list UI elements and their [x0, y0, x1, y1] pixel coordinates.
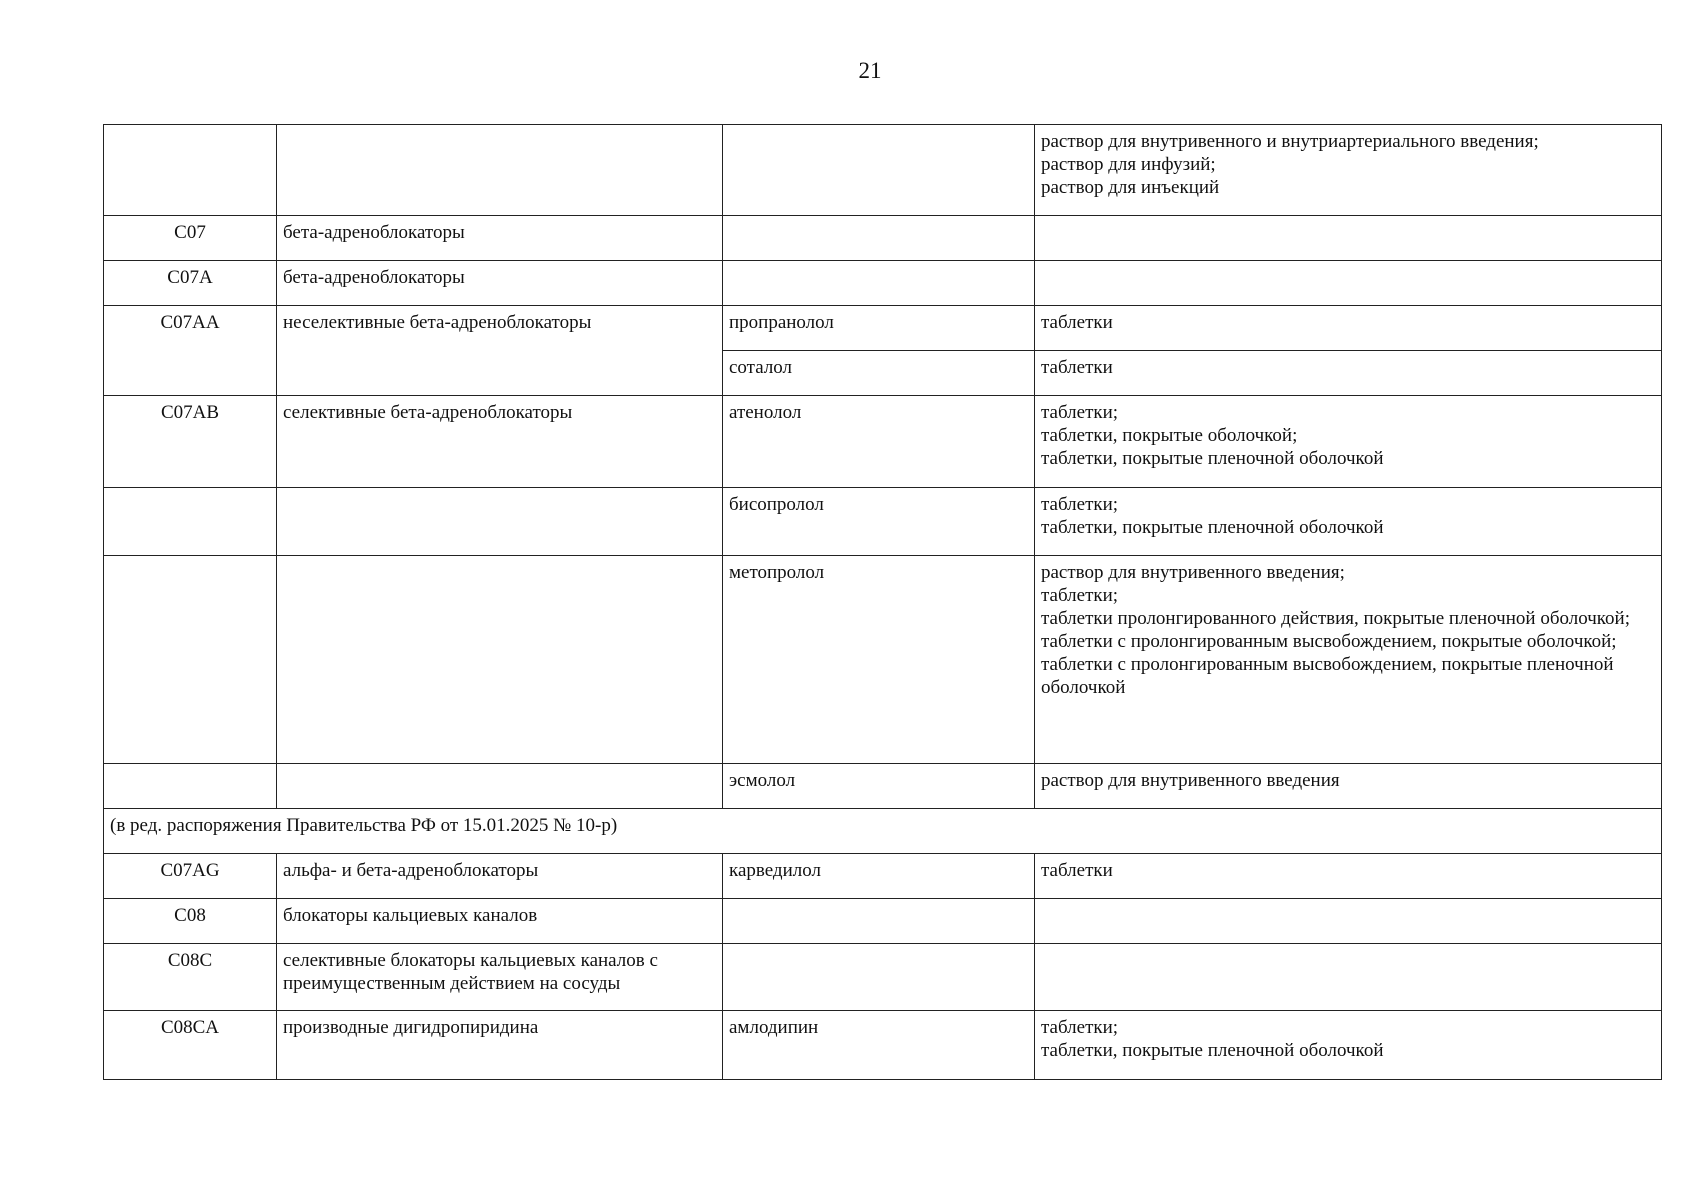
drug-name-cell: амлодипин: [723, 1011, 1035, 1080]
dosage-forms-cell: таблетки; таблетки, покрытые оболочкой; таблетки, покрытые пленочной оболочкой: [1035, 396, 1662, 488]
atc-code-cell: C08: [104, 899, 277, 944]
atc-code-cell: C07AG: [104, 854, 277, 899]
table-row: [104, 809, 1662, 854]
drug-name-cell: [723, 216, 1035, 261]
drug-name-cell: метопролол: [723, 556, 1035, 764]
drug-name-cell: атенолол: [723, 396, 1035, 488]
table-row: [104, 764, 1662, 809]
atc-code-cell: C07AA: [104, 306, 277, 396]
drug-name-cell: [723, 261, 1035, 306]
drug-name-cell: [723, 944, 1035, 1011]
dosage-forms-cell: таблетки; таблетки, покрытые пленочной оболочкой: [1035, 1011, 1662, 1080]
table-row: [104, 854, 1662, 899]
amendment-note: (в ред. распоряжения Правительства РФ от 15.01.2025 № 10-р): [104, 809, 1662, 854]
group-name-cell: неселективные бета-адреноблокаторы: [277, 306, 723, 396]
group-name-cell: производные дигидропиридина: [277, 1011, 723, 1080]
dosage-forms-cell: [1035, 216, 1662, 261]
group-name-cell: блокаторы кальциевых каналов: [277, 899, 723, 944]
group-name-cell: [277, 556, 723, 764]
group-name-cell: [277, 488, 723, 556]
group-name-cell: бета-адреноблокаторы: [277, 261, 723, 306]
atc-code-cell: C07: [104, 216, 277, 261]
dosage-forms-cell: [1035, 944, 1662, 1011]
table-row: [104, 556, 1662, 764]
drug-name-cell: карведилол: [723, 854, 1035, 899]
table-row: [104, 1011, 1662, 1080]
atc-code-cell: C07A: [104, 261, 277, 306]
table-row: [104, 488, 1662, 556]
group-name-cell: [277, 764, 723, 809]
dosage-forms-cell: таблетки: [1035, 351, 1662, 396]
dosage-forms-cell: раствор для внутривенного введения; таблетки; таблетки пролонгированного действия, покрытые пленочной оболочкой; таблетки с пролонгированным высвобождением, покрытые оболочкой; таблетки с пролонгированным высвобождением, покрытые пленочной оболочкой: [1035, 556, 1662, 764]
dosage-forms-cell: раствор для внутривенного и внутриартериального введения; раствор для инфузий; раствор для инъекций: [1035, 125, 1662, 216]
dosage-forms-cell: [1035, 899, 1662, 944]
page-number: 21: [858, 58, 882, 83]
dosage-forms-cell: таблетки: [1035, 854, 1662, 899]
table-row: [104, 125, 1662, 216]
atc-code-cell: [104, 556, 277, 764]
dosage-forms-cell: раствор для внутривенного введения: [1035, 764, 1662, 809]
drug-name-cell: [723, 899, 1035, 944]
dosage-forms-cell: таблетки: [1035, 306, 1662, 351]
dosage-forms-cell: [1035, 261, 1662, 306]
table-row: [104, 261, 1662, 306]
drug-name-cell: соталол: [723, 351, 1035, 396]
atc-code-cell: C08C: [104, 944, 277, 1011]
table-row: [104, 944, 1662, 1011]
atc-code-cell: [104, 764, 277, 809]
group-name-cell: [277, 125, 723, 216]
group-name-cell: бета-адреноблокаторы: [277, 216, 723, 261]
drug-name-cell: [723, 125, 1035, 216]
group-name-cell: альфа- и бета-адреноблокаторы: [277, 854, 723, 899]
atc-code-cell: [104, 488, 277, 556]
drug-name-cell: пропранолол: [723, 306, 1035, 351]
group-name-cell: селективные блокаторы кальциевых каналов с преимущественным действием на сосуды: [277, 944, 723, 1011]
drug-name-cell: бисопролол: [723, 488, 1035, 556]
table-row: [104, 899, 1662, 944]
table-row: [104, 216, 1662, 261]
group-name-cell: селективные бета-адреноблокаторы: [277, 396, 723, 488]
drug-name-cell: эсмолол: [723, 764, 1035, 809]
atc-code-cell: C07AB: [104, 396, 277, 488]
atc-code-cell: [104, 125, 277, 216]
table-row: [104, 396, 1662, 488]
table-row: [104, 306, 1662, 351]
drug-table: [103, 124, 1662, 1080]
atc-code-cell: C08CA: [104, 1011, 277, 1080]
dosage-forms-cell: таблетки; таблетки, покрытые пленочной оболочкой: [1035, 488, 1662, 556]
